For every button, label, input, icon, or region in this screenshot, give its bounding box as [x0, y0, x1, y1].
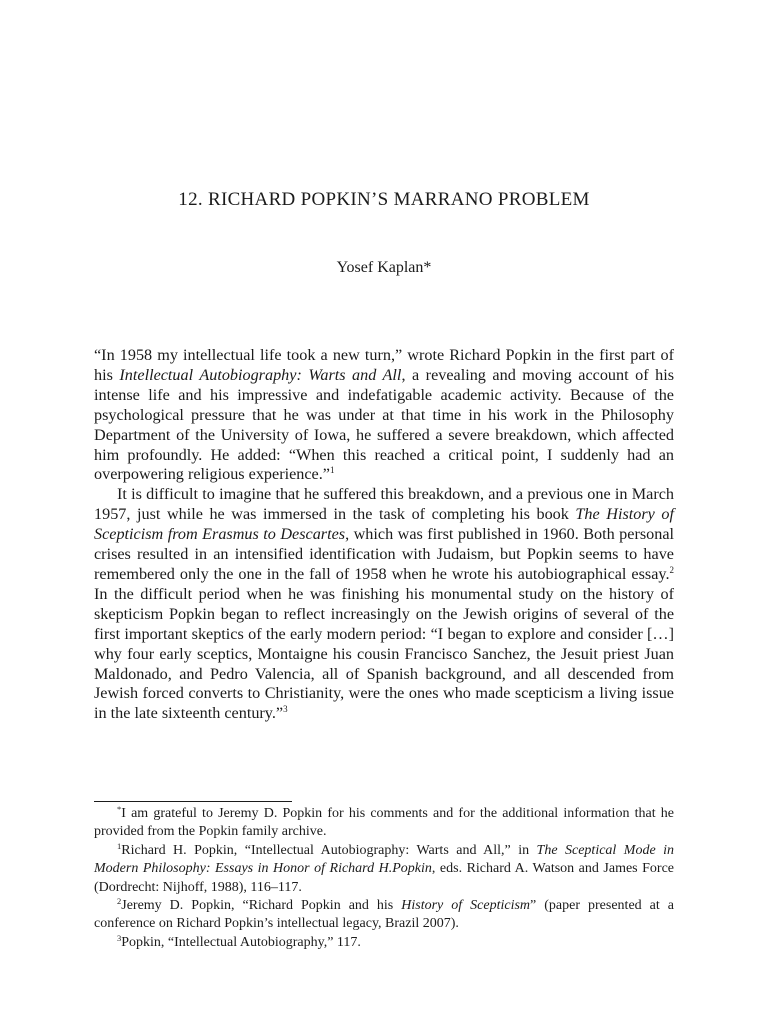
paragraph-1-book-title: Intellectual Autobiography: Warts and All	[119, 365, 402, 384]
paragraph-2-text-a: It is difficult to imagine that he suffered this breakdown, and a previous one in March 1957, just while he was immersed in the task of completing his book	[94, 485, 674, 524]
author-name: Yosef Kaplan*	[336, 259, 432, 276]
footnote-2-text-a: Jeremy D. Popkin, “Richard Popkin and his	[121, 898, 402, 914]
footnote-1-text-c: , eds. Richard A. Watson and James Force (Dordrecht: Nijhoff, 1988), 116–117.	[94, 861, 675, 895]
footnote-2-text-c: ” (paper presented at a conference on Richard Popkin’s intellectual legacy, Brazil 2007).	[94, 898, 674, 932]
footnote-star-mark: *	[117, 804, 122, 814]
footnote-3	[94, 934, 674, 952]
paragraph-2-book-title: The History of Scepticism from Erasmus to Descartes	[94, 505, 674, 544]
footnote-3-mark: 3	[117, 932, 122, 943]
paragraph-2-text-d: In the difficult period when he was finishing his monumental study on the history of skepticism Popkin began to reflect increasingly on the Jewish origins of several of the first important skeptics of the early modern period: “I began to explore and consider […] why four early sceptics, Montaigne his cousin Francisco Sanchez, the Jesuit priest Juan Maldonado, and Pedro Valencia, all of Spanish background, and all descended from Jewish forced converts to Christianity, were the ones who made scepticism a living issue in the late sixteenth century.”	[94, 584, 674, 723]
footnote-ref-2[interactable]: 2	[669, 564, 674, 575]
footnote-1-text-a: Richard H. Popkin, “Intellectual Autobiography: Warts and All,” in	[121, 842, 537, 858]
paragraph-2-text-c: , which was first published in 1960. Both personal crises resulted in an intensified identification with Judaism, but Popkin seems to have remembered only the one in the fall of 1958 when he wrote his autobiographical essay.	[94, 525, 675, 583]
footnote-1	[94, 842, 674, 897]
footnote-2-paper-title: History of Scepticism	[401, 898, 531, 914]
footnote-divider	[94, 801, 292, 802]
footnote-1-mark: 1	[117, 840, 122, 851]
main-text	[94, 346, 674, 724]
footnotes	[94, 805, 674, 952]
paragraph-1-text-a: “In 1958 my intellectual life took a new turn,” wrote Richard Popkin in the first part of his	[94, 346, 674, 384]
footnote-3-text: Popkin, “Intellectual Autobiography,” 117.	[121, 934, 361, 950]
footnote-star	[94, 805, 674, 842]
chapter-title: 12. RICHARD POPKIN’S MARRANO PROBLEM	[178, 189, 590, 210]
paragraph-2	[94, 485, 674, 724]
footnote-2	[94, 897, 674, 934]
footnote-2-mark: 2	[117, 896, 122, 907]
footnote-ref-3[interactable]: 3	[283, 704, 288, 715]
footnote-1-book-title: The Sceptical Mode in Modern Philosophy: Essays in Honor of Richard H.Popkin	[94, 842, 675, 877]
paragraph-1	[94, 346, 674, 485]
paragraph-1-text-c: , a revealing and moving account of his intense life and his impressive and indefatigable academic activity. Because of the psychological pressure that he was under at that time in his work in the Philosophy Department of the University of Iowa, he suffered a severe breakdown, which affected him profoundly. He added: “When this reached a critical point, I suddenly had an overpowering religious experience.”	[94, 365, 674, 484]
footnote-star-text: I am grateful to Jeremy D. Popkin for his comments and for the additional information that he provided from the Popkin family archive.	[94, 806, 674, 840]
footnote-ref-1[interactable]: 1	[329, 465, 335, 476]
